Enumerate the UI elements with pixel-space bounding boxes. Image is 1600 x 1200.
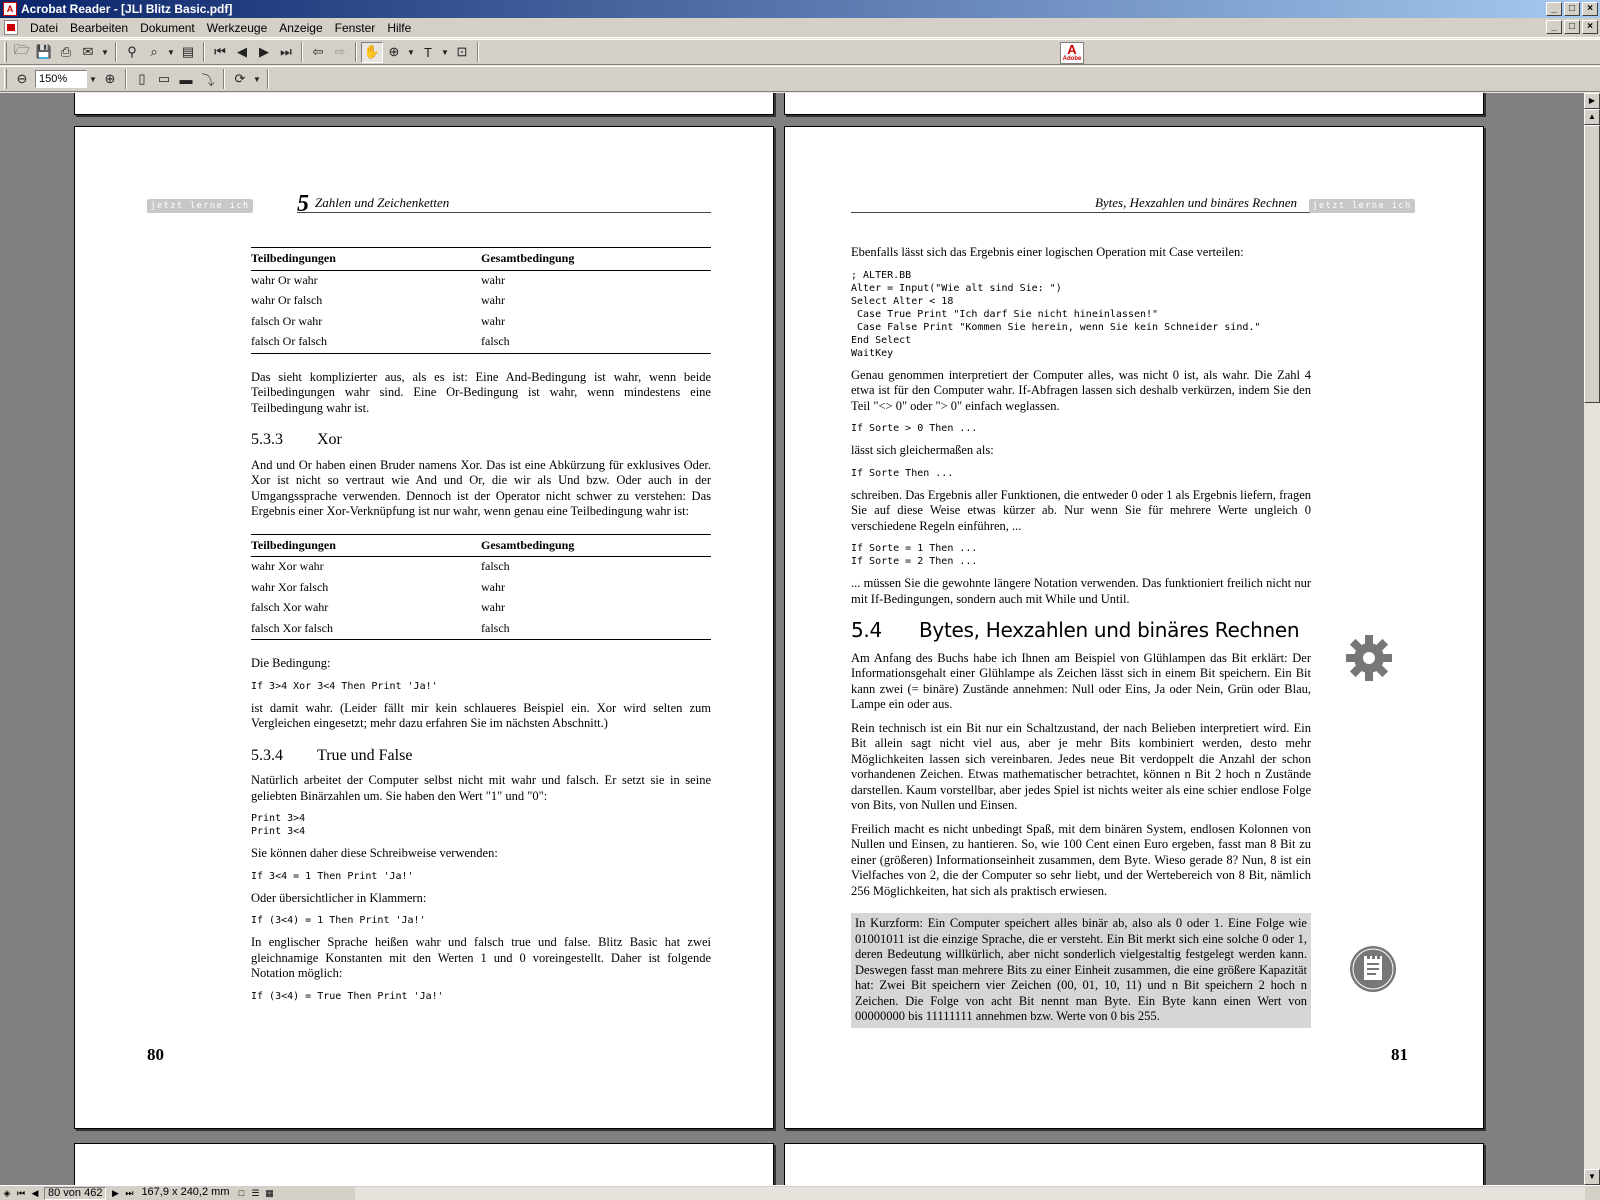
table-cell: wahr Xor wahr — [251, 559, 324, 573]
window-title: Acrobat Reader - [JLI Blitz Basic.pdf] — [21, 2, 233, 16]
code-block: If (3<4) = 1 Then Print 'Ja!' — [251, 915, 426, 926]
paragraph: Ebenfalls lässt sich das Ergebnis einer logischen Operation mit Case verteilen: — [851, 245, 1244, 259]
adobe-logo-text: Adobe — [1062, 56, 1082, 62]
facing-pages-layout-icon[interactable]: ▦ — [265, 1187, 274, 1198]
menu-dokument[interactable]: Dokument — [140, 20, 195, 35]
continuous-layout-icon[interactable]: ☰ — [251, 1187, 260, 1198]
menu-bar — [0, 18, 1600, 38]
vertical-scrollbar[interactable] — [1584, 93, 1600, 1185]
section-number: 5.3.4 — [251, 746, 283, 764]
doc-minimize-button[interactable]: _ — [1546, 20, 1562, 34]
zoom-level-field[interactable]: 150% — [35, 70, 87, 88]
code-block: If Sorte = 1 Then ... If Sorte = 2 Then ... — [851, 543, 978, 567]
adobe-logo-mark: A — [1067, 42, 1077, 57]
paragraph: Freilich macht es nicht unbedingt Spaß, mit dem binären System, endlosen Kolonnen von Nullen und Einsen, zu hantieren. So, wie 100 Cent einen Euro ergeben, fasst man 8 Bit zu einer (größeren) Informationseinheit zusammen, dem Byte. Wieso gerade 8? Nun, 8 ist ein Vielfaches von 2, die der Computer so sehr liebt, und der Wertebereich von 8 Bit, nämlich 256 Möglichkeiten, hat sich als praktisch erwiesen. — [851, 821, 1311, 898]
page-80 — [74, 126, 774, 1129]
paragraph: Rein technisch ist ein Bit nur ein Schaltzustand, der nach Belieben interpretiert wird. Ein Bit allein sagt nicht viel aus, aber je mehr Bits kombiniert werden, desto mehr Möglichkeiten lassen sich vereinbaren. Jedes neue Bit verdoppelt die Anzahl der schon vorhandenen Zeichen. Etwas mathematischer betrachtet, können n Bit 2 hoch n Zustände darstellen. Kaum vorstellbar, aber jedes Spiel ist nichts weiter als eine schier endlose Folge von Bits, von Nullen und Einsen. — [851, 720, 1311, 812]
previous-page-left — [74, 93, 774, 115]
prev-page-small-icon[interactable]: ◀ — [31, 1187, 39, 1198]
xor-truth-table — [251, 534, 711, 641]
advanced-search-icon[interactable]: ⌕ — [150, 44, 158, 59]
actual-size-icon[interactable]: ▯ — [138, 71, 146, 86]
paragraph: Natürlich arbeitet der Computer selbst nicht mit wahr und falsch. Er setzt sie in seine geliebten Binärzahlen um. Sie haben den Wert "1" und "0": — [251, 773, 711, 803]
toolbar-separator — [115, 42, 117, 62]
scroll-right-arrow-icon[interactable]: ▶ — [1584, 93, 1600, 109]
jetzt-lerne-ich-tag: jetzt lerne ich — [147, 199, 253, 213]
paragraph: Oder übersichtlicher in Klammern: — [251, 890, 427, 905]
zoom-tool-dropdown-icon[interactable]: ▼ — [407, 47, 415, 57]
reflow-icon[interactable]: ⤵ — [201, 72, 215, 88]
chapter-title: Zahlen und Zeichenketten — [315, 195, 450, 210]
paragraph: And und Or haben einen Bruder namens Xor. Das ist eine Abkürzung für exklusives Oder. Xor ist nicht so vertraut wie And und Or, die wir als Und bzw. Oder auch in der Umgangssprache verwenden. Dennoch ist der Operator nicht schwer zu verstehen: Das Ergebnis einer Xor-Verknüpfung ist nur wahr, wenn genau eine Teilbedingung wahr ist: — [251, 457, 711, 518]
previous-page-right — [784, 93, 1484, 115]
running-header: Bytes, Hexzahlen und binäres Rechnen — [851, 195, 1311, 213]
acrobat-app-icon[interactable]: A — [3, 2, 17, 16]
summary-box: In Kurzform: Ein Computer speichert alles binär ab, also als 0 oder 1. Eine Folge wie 01001011 ist die einzige Sprache, die er versteht. Ein Bit merkt sich eine solche 0 oder 1, deren Bedeutung willkürlich, aber nicht sonderlich vielgestaltig festgelegt werden kann. Deswegen fasst man mehrere Bits zu einer Einheit zusammen, die eine größere Kapazität hat: Zwei Bit speichern vier Zeichen (00, 01, 10, 11) und n Bit speichern 2 hoch n Zeichen. Die Folge von acht Bit nennt man Byte. Ein Byte kann einen Wert von 00000000 bis 11111111 annehmen bzw. Werte von 0 bis 255. — [851, 913, 1311, 1028]
table-cell: wahr — [481, 600, 505, 614]
section-number: 5.4 — [851, 618, 882, 642]
page-size-readout: 167,9 x 240,2 mm — [141, 1185, 230, 1198]
email-icon[interactable]: ✉ — [82, 44, 94, 59]
email-dropdown-icon[interactable]: ▼ — [101, 47, 109, 57]
table-row — [251, 312, 711, 333]
paragraph: schreiben. Das Ergebnis aller Funktionen, die entweder 0 oder 1 als Ergebnis liefern, fragen Sie auf diese Weise etwas kürzer ab. Nur wenn Sie für mehrere Werte ungleich 0 verschiedene Regeln einführen, ... — [851, 487, 1311, 533]
toolbar-separator — [301, 42, 303, 62]
table-row — [251, 578, 711, 599]
table-row — [251, 557, 711, 578]
menu-werkzeuge[interactable]: Werkzeuge — [206, 20, 268, 35]
go-forward-icon[interactable]: ⇨ — [334, 44, 346, 59]
next-page-left — [74, 1143, 774, 1185]
hand-tool-icon[interactable]: ✋ — [361, 42, 383, 63]
maximize-button[interactable]: □ — [1564, 2, 1580, 16]
table-cell: wahr Or wahr — [251, 272, 318, 287]
snapshot-tool-icon[interactable]: ⊡ — [456, 44, 468, 59]
fit-page-icon[interactable]: ▭ — [157, 71, 171, 86]
toolbar-grip[interactable] — [4, 69, 7, 89]
paragraph: ... müssen Sie die gewohnte längere Notation verwenden. Das funktioniert freilich nicht nur mit If-Bedingungen, sondern auch mit While und Until. — [851, 576, 1311, 606]
horizontal-scrollbar[interactable] — [355, 1187, 1585, 1200]
table-cell: wahr Or falsch — [251, 293, 323, 307]
zoom-in-icon[interactable]: ⊕ — [104, 71, 116, 86]
table-header: Teilbedingungen — [251, 248, 481, 271]
running-header — [297, 191, 711, 217]
jetzt-lerne-ich-tag: jetzt lerne ich — [1309, 199, 1415, 213]
table-row — [251, 291, 711, 312]
paragraph: Genau genommen interpretiert der Computer alles, was nicht 0 ist, als wahr. Die Zahl 4 etwa ist für den Computer wahr. If-Abfragen lassen sich deshalb verkürzen, indem Sie den Teil "<> 0" oder "> 0" einfach weglassen. — [851, 367, 1311, 413]
first-page-small-icon[interactable]: ⏮ — [16, 1187, 26, 1198]
table-cell: wahr — [481, 579, 505, 594]
toolbar-separator — [125, 69, 127, 89]
page-number: 80 — [147, 1045, 164, 1064]
table-cell: wahr — [481, 293, 505, 307]
table-cell: falsch Xor wahr — [251, 600, 329, 614]
table-cell: falsch Or falsch — [251, 334, 327, 348]
first-page-icon[interactable]: ⏮ — [214, 44, 226, 59]
section-title: Xor — [317, 431, 342, 448]
code-block: If Sorte > 0 Then ... — [851, 423, 978, 434]
single-page-layout-icon[interactable]: □ — [238, 1188, 245, 1198]
table-cell: wahr — [481, 272, 505, 287]
menu-datei[interactable]: Datei — [30, 20, 59, 35]
last-page-icon[interactable]: ⏭ — [280, 44, 292, 59]
toolbar-separator — [355, 42, 357, 62]
paragraph: lässt sich gleichermaßen als: — [851, 443, 994, 457]
text-select-dropdown-icon[interactable]: ▼ — [441, 47, 449, 57]
save-icon[interactable]: 💾 — [35, 44, 53, 59]
section-heading-5-4 — [851, 618, 1311, 642]
go-back-icon[interactable]: ⇦ — [312, 44, 324, 59]
paragraph: Sie können daher diese Schreibweise verwenden: — [251, 846, 498, 860]
code-block: If (3<4) = True Then Print 'Ja!' — [251, 990, 444, 1002]
search-binoculars-icon[interactable]: ⚲ — [127, 44, 137, 59]
close-button[interactable]: × — [1582, 2, 1598, 16]
table-header: Gesamtbedingung — [481, 248, 711, 271]
table-cell: falsch — [481, 559, 510, 573]
window-controls — [1546, 2, 1598, 16]
menu-hilfe[interactable]: Hilfe — [387, 20, 412, 35]
table-cell: falsch — [481, 620, 510, 635]
next-page-icon[interactable]: ▶ — [259, 44, 269, 59]
section-heading-5-3-4 — [251, 748, 711, 764]
text-select-tool-icon[interactable]: T — [424, 44, 432, 60]
table-row — [251, 332, 711, 353]
status-bar — [0, 1185, 1600, 1200]
window-titlebar — [0, 0, 1600, 18]
zoom-in-tool-icon[interactable]: ⊕ — [388, 44, 400, 59]
table-cell: falsch Or wahr — [251, 313, 323, 328]
scrollbar-thumb[interactable] — [1584, 125, 1600, 403]
table-cell: wahr Xor falsch — [251, 579, 329, 594]
zoom-out-icon[interactable]: ⊖ — [16, 71, 28, 86]
menu-bearbeiten[interactable]: Bearbeiten — [70, 20, 129, 35]
page-number: 81 — [1391, 1045, 1408, 1064]
next-page-right — [784, 1143, 1484, 1185]
paragraph: In englischer Sprache heißen wahr und falsch true und false. Blitz Basic hat zwei gleichnamige Konstanten mit den Werten 1 und 0 voreingestellt. Daher ist folgende Notation möglich: — [251, 935, 711, 980]
main-toolbar — [0, 39, 1600, 65]
table-row — [251, 270, 711, 291]
rotate-dropdown-icon[interactable]: ▼ — [253, 74, 261, 84]
code-block: If Sorte Then ... — [851, 467, 954, 479]
document-window-controls — [1546, 20, 1598, 34]
previous-page-icon[interactable]: ◀ — [237, 44, 247, 59]
print-icon[interactable]: ⎙ — [60, 44, 72, 59]
rotate-view-icon[interactable]: ⟳ — [234, 71, 246, 86]
table-cell: falsch Xor falsch — [251, 620, 333, 635]
paragraph: Das sieht komplizierter aus, als es ist: Eine And-Bedingung ist wahr, wenn beide Teilbedingungen wahr sind. Eine Or-Bedingung ist wahr, wenn mindestens eine Teilbedingung wahr ist. — [251, 369, 711, 415]
document-menu-icon[interactable] — [4, 20, 18, 35]
section-heading-5-3-3 — [251, 432, 711, 448]
last-page-small-icon[interactable]: ⏭ — [125, 1187, 134, 1198]
section-title: True und False — [317, 746, 413, 764]
search-dropdown-icon[interactable]: ▼ — [167, 47, 175, 57]
zoom-dropdown-icon[interactable]: ▼ — [89, 74, 97, 84]
gear-icon — [1344, 633, 1394, 683]
or-truth-table — [251, 247, 711, 354]
paragraph: Die Bedingung: — [251, 656, 331, 670]
paragraph: ist damit wahr. (Leider fällt mir kein schlaueres Beispiel ein. Xor wird selten zum Vergleichen eingesetzt; mehr dazu erfahren Sie im nächsten Abschnitt.) — [251, 700, 711, 730]
code-block: If 3>4 Xor 3<4 Then Print 'Ja!' — [251, 680, 438, 692]
menu-fenster[interactable]: Fenster — [334, 20, 376, 35]
chapter-number: 5 — [297, 191, 309, 217]
table-cell: falsch — [481, 334, 510, 348]
code-block: Print 3>4 Print 3<4 — [251, 813, 306, 837]
open-folder-icon[interactable]: 🗁 — [13, 42, 31, 57]
toolbar-separator — [267, 69, 269, 89]
summary-badge-icon — [1349, 945, 1397, 993]
fit-width-icon[interactable]: ▬ — [179, 71, 193, 87]
table-row — [251, 619, 711, 640]
table-row — [251, 598, 711, 619]
toolbar-grip[interactable] — [4, 42, 7, 62]
next-page-small-icon[interactable]: ▶ — [111, 1187, 119, 1198]
section-title: Bytes, Hexzahlen und binäres Rechnen — [919, 618, 1300, 642]
table-header: Teilbedingungen — [251, 534, 481, 557]
table-cell: wahr — [481, 313, 505, 328]
page-indicator[interactable]: 80 von 462 — [44, 1187, 106, 1200]
code-block: If 3<4 = 1 Then Print 'Ja!' — [251, 870, 414, 882]
code-block: ; ALTER.BB Alter = Input("Wie alt sind Sie: ") Select Alter < 18 Case True Print "Ich darf Sie nicht hineinlassen!" Case False Print "Kommen Sie herein, wenn Sie kein Schneider sind." End Select WaitKey — [851, 269, 1261, 359]
adobe-logo[interactable] — [1060, 42, 1084, 64]
section-number: 5.3.3 — [251, 431, 283, 448]
toggle-nav-pane-icon[interactable]: ◈ — [3, 1187, 11, 1198]
scroll-down-arrow-icon[interactable]: ▼ — [1584, 1169, 1600, 1185]
view-toolbar — [0, 66, 1600, 92]
scroll-up-arrow-icon[interactable]: ▲ — [1584, 109, 1600, 125]
paragraph: Am Anfang des Buchs habe ich Ihnen am Beispiel von Glühlampen das Bit erklärt: Der Informationsgehalt einer Glühlampe als Zeichen lässt sich in einem Bit speichern. Ein Bit kann zwei (= binäre) Zustände annehmen: Null oder Eins, Ja oder Nein, Grün oder Blau, Lampe ein oder aus. — [851, 650, 1311, 711]
table-header: Gesamtbedingung — [481, 534, 711, 557]
doc-close-button[interactable]: × — [1582, 20, 1598, 34]
show-navigation-pane-icon[interactable]: ▤ — [181, 44, 195, 59]
doc-restore-button[interactable]: □ — [1564, 20, 1580, 34]
menu-anzeige[interactable]: Anzeige — [279, 20, 323, 35]
toolbar-separator — [477, 42, 479, 62]
minimize-button[interactable]: _ — [1546, 2, 1562, 16]
toolbar-separator — [223, 69, 225, 89]
toolbar-separator — [203, 42, 205, 62]
